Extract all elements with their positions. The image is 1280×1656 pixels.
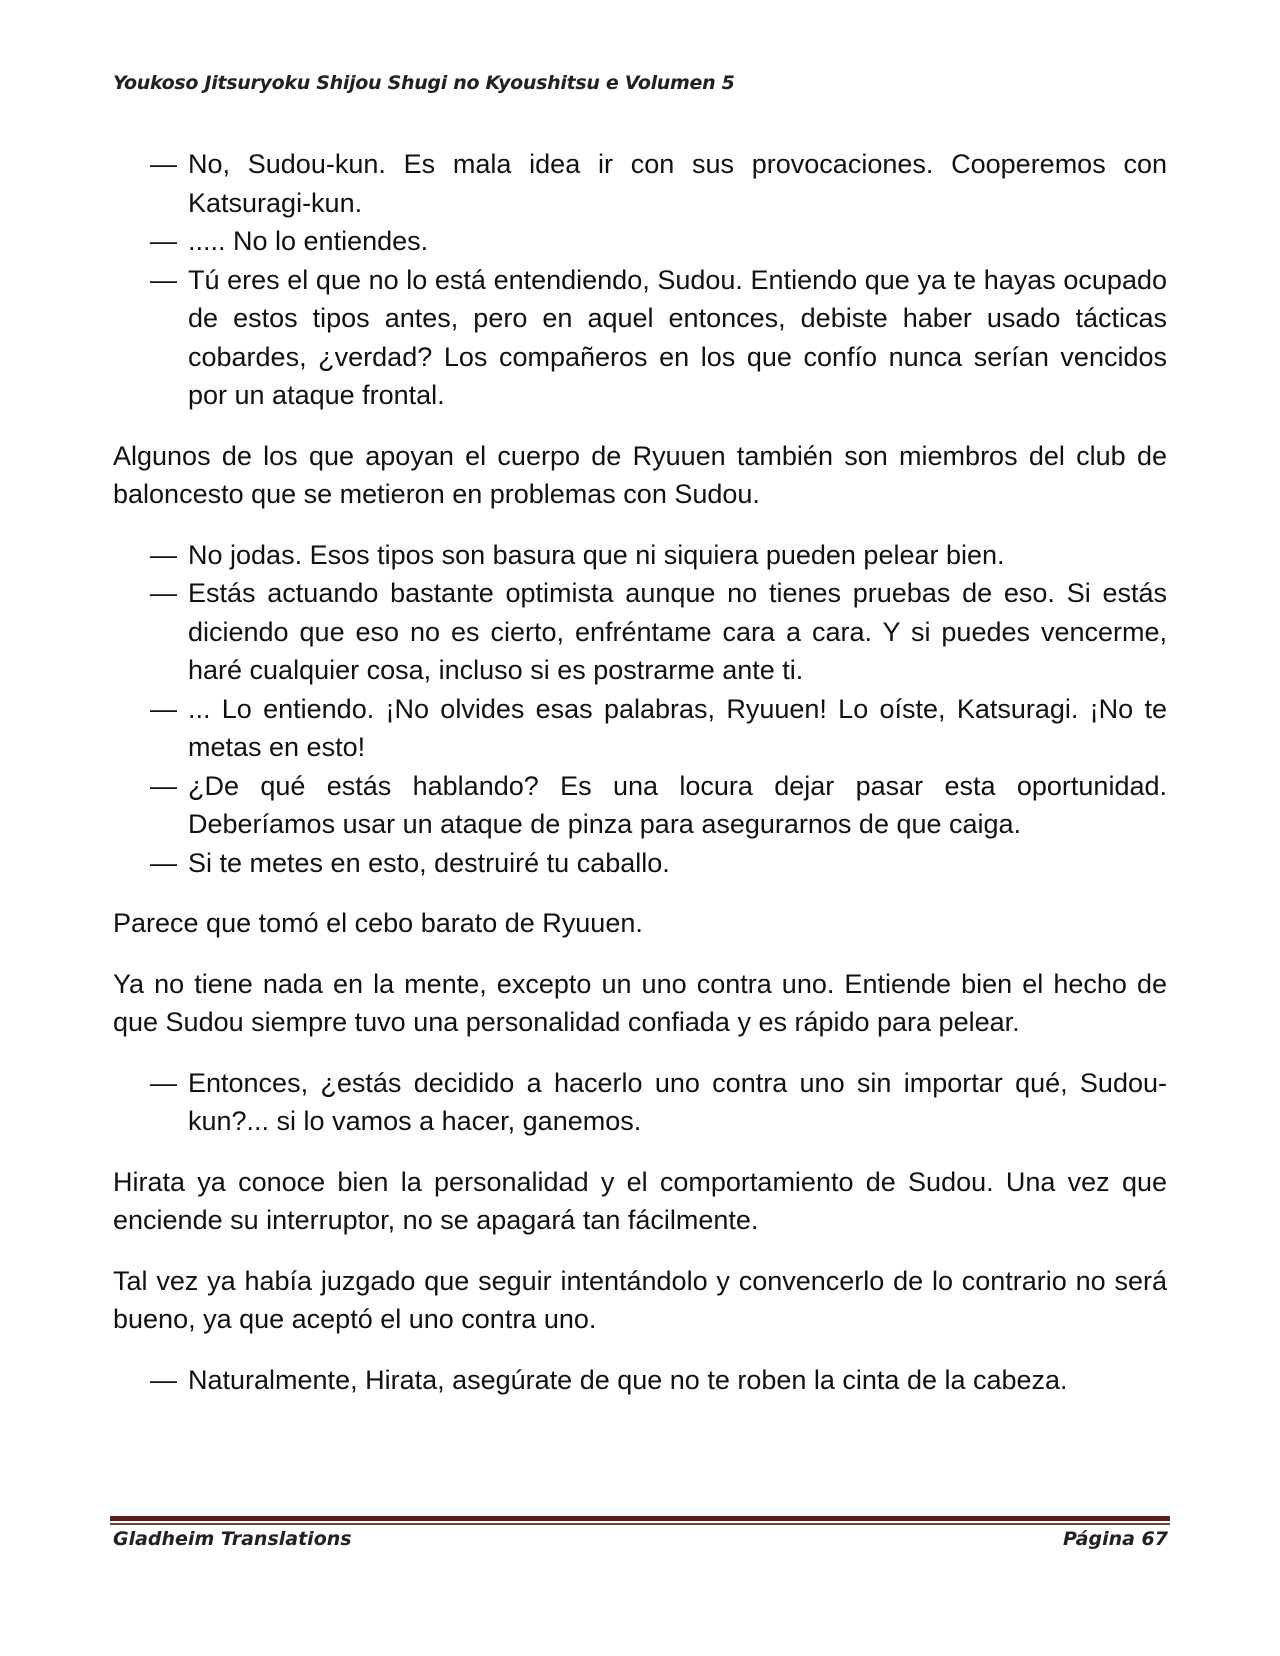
dialogue-dash: — (150, 770, 177, 801)
dialogue-block (113, 145, 1167, 415)
narration-paragraph: Hirata ya conoce bien la personalidad y el comportamiento de Sudou. Una vez que enciende su interruptor, no se apagará tan fácilmente. (113, 1166, 1167, 1235)
dialogue-line (150, 261, 1167, 415)
dialogue-dash: — (150, 149, 177, 179)
dialogue-line (150, 844, 1167, 883)
dialogue-text: Tú eres el que no lo está entendiendo, Sudou. Entiendo que ya te hayas ocupado de estos tipos antes, pero en aquel entonces, debiste haber usado tácticas cobardes, ¿verdad? Los compañeros en los que confío nunca serían vencidos por un ataque frontal. (188, 264, 1167, 410)
dialogue-line (150, 536, 1167, 575)
dialogue-dash: — (150, 1364, 177, 1395)
dialogue-line (150, 767, 1167, 844)
narration-paragraph: Ya no tiene nada en la mente, excepto un uno contra uno. Entiende bien el hecho de que Sudou siempre tuvo una personalidad confiada y es rápido para pelear. (113, 968, 1167, 1037)
dialogue-block (113, 1361, 1167, 1400)
dialogue-line (150, 1361, 1167, 1400)
dialogue-line (150, 222, 1167, 261)
dialogue-text: Naturalmente, Hirata, asegúrate de que no te roben la cinta de la cabeza. (188, 1364, 1068, 1395)
page-number: Página 67 (1062, 1528, 1168, 1550)
dialogue-dash: — (150, 264, 177, 295)
dialogue-text: No, Sudou-kun. Es mala idea ir con sus provocaciones. Cooperemos con Katsuragi-kun. (188, 149, 1167, 218)
dialogue-text: Entonces, ¿estás decidido a hacerlo uno contra uno sin importar qué, Sudou-kun?... si lo vamos a hacer, ganemos. (188, 1067, 1167, 1136)
dialogue-text: ..... No lo entiendes. (188, 226, 429, 256)
running-header: Youkoso Jitsuryoku Shijou Shugi no Kyoushitsu e Volumen 5 (113, 72, 735, 94)
dialogue-text: ... Lo entiendo. ¡No olvides esas palabras, Ryuuen! Lo oíste, Katsuragi. ¡No te metas en esto! (188, 693, 1167, 762)
dialogue-line (150, 1064, 1167, 1141)
dialogue-dash: — (150, 847, 177, 878)
narration-paragraph: Algunos de los que apoyan el cuerpo de Ryuuen también son miembros del club de baloncesto que se metieron en problemas con Sudou. (113, 440, 1167, 509)
dialogue-line (150, 574, 1167, 690)
dialogue-dash: — (150, 1067, 177, 1098)
dialogue-text: ¿De qué estás hablando? Es una locura dejar pasar esta oportunidad. Deberíamos usar un ataque de pinza para asegurarnos de que caiga. (188, 770, 1167, 839)
footer-divider-thin (110, 1523, 1170, 1525)
dialogue-text: Si te metes en esto, destruiré tu caballo. (188, 847, 670, 878)
page-body (113, 145, 1167, 1421)
narration-paragraph: Parece que tomó el cebo barato de Ryuuen. (113, 908, 643, 938)
dialogue-dash: — (150, 539, 177, 570)
dialogue-line (150, 145, 1167, 222)
dialogue-dash: — (150, 226, 177, 256)
dialogue-dash: — (150, 578, 177, 608)
dialogue-block (113, 536, 1167, 883)
footer-divider (110, 1516, 1170, 1521)
dialogue-line (150, 690, 1167, 767)
dialogue-text: No jodas. Esos tipos son basura que ni siquiera pueden pelear bien. (188, 539, 1005, 570)
footer-credit: Gladheim Translations (113, 1528, 352, 1550)
dialogue-text: Estás actuando bastante optimista aunque no tienes pruebas de eso. Si estás diciendo que eso no es cierto, enfréntame cara a cara. Y si puedes vencerme, haré cualquier cosa, incluso si es postrarme ante ti. (188, 578, 1167, 685)
narration-paragraph: Tal vez ya había juzgado que seguir intentándolo y convencerlo de lo contrario no será bueno, ya que aceptó el uno contra uno. (113, 1265, 1167, 1334)
dialogue-dash: — (150, 693, 177, 724)
dialogue-block (113, 1064, 1167, 1141)
